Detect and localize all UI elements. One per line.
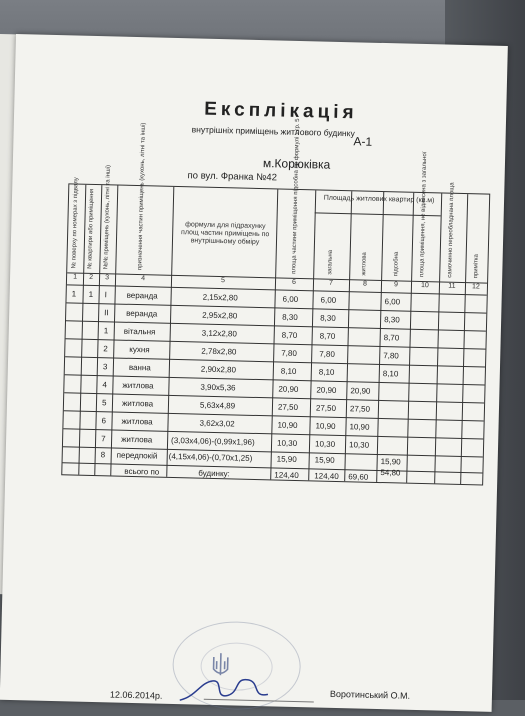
total-area: 124,40 — [274, 470, 299, 481]
row-aux: 8,70 — [383, 333, 400, 343]
header-area: площа частини приміщення підсобна по формулі з гр. 5 — [291, 118, 302, 274]
row-aux: 6,00 — [384, 297, 401, 307]
document-subtitle: внутрішніх приміщень житлового будинку — [191, 124, 355, 139]
row-formula: 3,90х5,36 — [200, 382, 236, 393]
total-formula-label: будинку: — [198, 468, 230, 479]
row-purpose: веранда — [126, 290, 158, 301]
column-number: 7 — [328, 279, 334, 287]
grid-line — [434, 193, 442, 483]
row-area: 20,90 — [278, 384, 299, 395]
row-aux: 15,90 — [380, 457, 401, 467]
row-purpose: веранда — [126, 308, 158, 319]
header-apartment: № квартири або приміщення — [87, 188, 96, 269]
row-total: 8,30 — [320, 313, 336, 323]
row-room: 3 — [102, 362, 108, 372]
row-room: II — [104, 308, 109, 318]
row-room: 4 — [102, 380, 108, 390]
row-purpose: вітальня — [123, 326, 156, 337]
column-number: 6 — [291, 278, 297, 286]
row-area: 27,50 — [277, 402, 299, 412]
row-purpose: ванна — [128, 362, 151, 373]
document-sheet — [0, 34, 508, 712]
grid-line — [110, 186, 118, 476]
column-number: 5 — [220, 277, 226, 285]
row-total: 15,90 — [314, 455, 335, 465]
header-total: загальна — [327, 249, 334, 275]
row-room: I — [104, 290, 107, 300]
document-title: Експлікація — [203, 98, 358, 124]
row-purpose: житлова — [121, 434, 153, 445]
row-total: 20,90 — [316, 385, 337, 395]
row-formula: 3,12х2,80 — [201, 328, 237, 339]
document-city: м.Корюківка — [262, 156, 331, 172]
row-purpose: житлова — [122, 380, 154, 391]
document-street: по вул. Франка №42 — [187, 170, 278, 184]
column-number: 9 — [393, 281, 399, 289]
column-number: 4 — [141, 275, 146, 283]
row-area: 8,30 — [282, 312, 298, 322]
row-area: 6,00 — [282, 294, 299, 304]
document-code: А-1 — [353, 134, 373, 149]
row-total: 7,80 — [319, 349, 335, 359]
grid-line — [460, 194, 468, 484]
row-aux: 8,10 — [382, 369, 399, 379]
row-room: 8 — [100, 450, 106, 460]
row-room: 7 — [101, 434, 106, 444]
grid-line — [406, 193, 414, 483]
row-total: 8,70 — [319, 331, 336, 341]
row-purpose: житлова — [121, 398, 154, 409]
row-total: 27,50 — [315, 403, 337, 413]
header-note: примітка — [473, 253, 480, 279]
document-date: 12.06.2014р. — [109, 689, 163, 701]
header-aux: підсобна — [393, 251, 400, 277]
header-rebuilt: самочинно переобладнана площа — [447, 182, 456, 278]
row-living: 10,90 — [349, 422, 370, 432]
row-purpose: передпокій — [116, 450, 158, 461]
row-area: 15,90 — [276, 454, 297, 464]
row-living: 20,90 — [350, 386, 371, 396]
row-floor: 1 — [71, 289, 77, 299]
row-purpose: житлова — [121, 416, 153, 427]
column-number: 11 — [448, 282, 456, 290]
row-total: 10,90 — [315, 421, 336, 431]
row-purpose: кухня — [129, 344, 150, 355]
column-number: 12 — [471, 283, 480, 291]
total-living: 69,60 — [348, 472, 369, 482]
header-area-group: Площадь житлових квартир (кв.м) — [323, 194, 435, 205]
row-formula: 2,90х2,80 — [200, 364, 237, 375]
column-number: 10 — [420, 281, 429, 290]
grid-line — [166, 187, 174, 477]
column-number: 1 — [73, 273, 78, 281]
signature-mark — [176, 670, 277, 710]
row-living: 10,30 — [348, 440, 370, 450]
row-total: 6,00 — [320, 295, 337, 305]
row-formula: (3,03х4,06)-(0,99х1,96) — [171, 435, 255, 447]
row-formula: 2,15х2,80 — [202, 292, 238, 303]
header-formula: формули для підрахунку площ частин приміщень по внутрішньому обміру — [181, 221, 270, 247]
header-purpose: призначення частин приміщень (кухонь, літні та інші) — [137, 122, 147, 271]
row-room: 1 — [103, 326, 109, 336]
row-area: 8,70 — [281, 330, 298, 340]
signer-name: Воротинський О.М. — [329, 688, 411, 701]
row-room: 2 — [103, 344, 108, 354]
row-aux: 7,80 — [383, 351, 399, 361]
column-number: 3 — [105, 274, 110, 282]
row-formula: 2,78х2,80 — [201, 346, 237, 357]
total-label: всього по — [124, 466, 160, 477]
grid-line — [308, 190, 316, 480]
header-floor: № поверху по номерах з підвалу — [71, 177, 80, 269]
row-area: 10,30 — [276, 438, 298, 448]
row-room: 6 — [101, 416, 107, 426]
row-apartment: 1 — [88, 289, 94, 299]
row-formula: 5,63х4,89 — [199, 400, 236, 411]
row-formula: (4,15х4,06)-(0,70х1,25) — [168, 451, 253, 463]
grid-line — [78, 185, 86, 475]
header-living: житлова — [361, 252, 368, 276]
row-formula: 3,62х3,02 — [199, 418, 235, 429]
row-aux: 8,30 — [384, 315, 400, 325]
row-living: 27,50 — [349, 404, 371, 414]
row-area: 10,90 — [277, 420, 298, 430]
header-not-included: площа приміщення, не віднесена з загальної — [419, 151, 429, 278]
row-total: 8,10 — [318, 367, 335, 377]
row-room: 5 — [101, 398, 107, 408]
total-aux: 54,80 — [380, 468, 401, 478]
total-total: 124,40 — [314, 471, 339, 482]
row-total: 10,30 — [314, 439, 336, 449]
row-area: 7,80 — [281, 348, 297, 358]
column-number: 8 — [362, 280, 368, 288]
column-number: 2 — [89, 273, 94, 281]
row-formula: 2,95х2,80 — [202, 310, 238, 321]
row-area: 8,10 — [280, 366, 297, 376]
header-room-number: №№ приміщень (кухонь, літні та інші) — [103, 164, 112, 270]
grid-line — [94, 185, 102, 475]
grid-line — [344, 191, 352, 481]
